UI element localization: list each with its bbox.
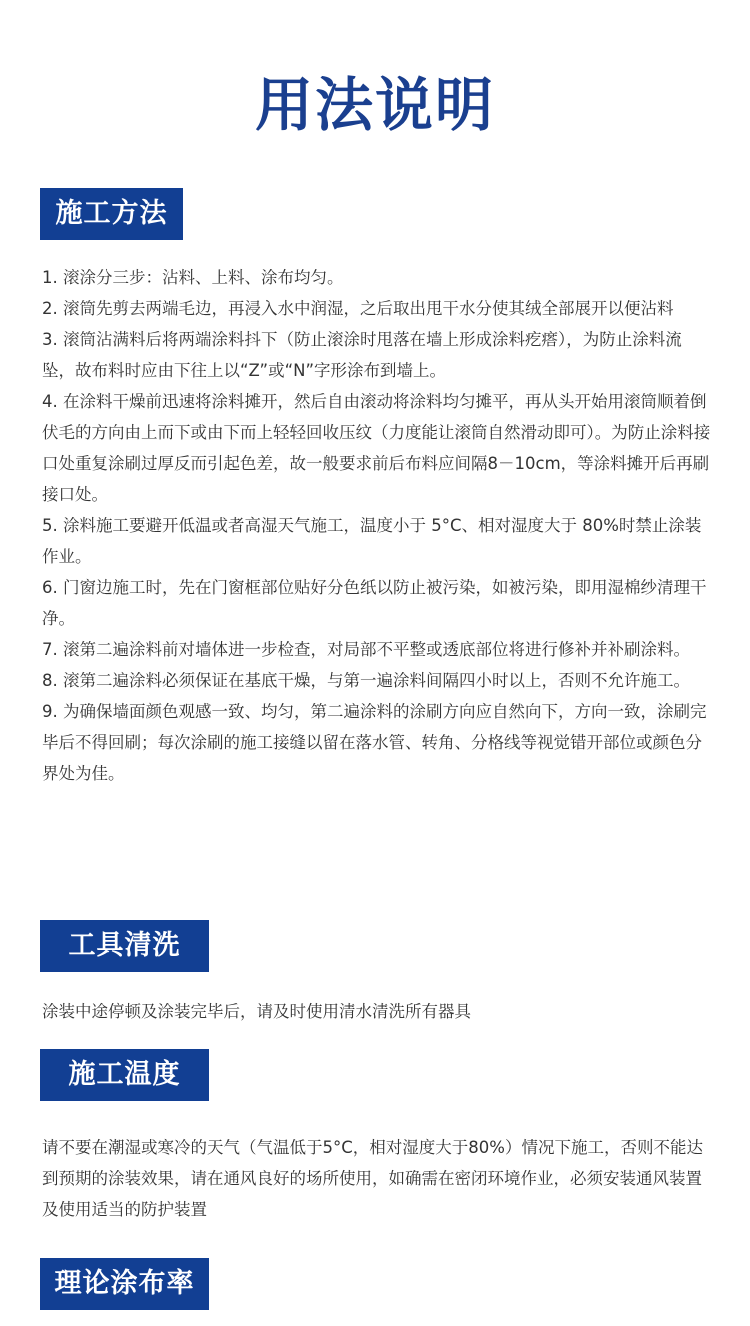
method-step-2: 2. 滚筒先剪去两端毛边，再浸入水中润湿，之后取出甩干水分使其绒全部展开以便沾料: [42, 299, 674, 318]
section-heading-temperature: 施工温度: [40, 1049, 209, 1101]
method-step-9: 9. 为确保墙面颜色观感一致、均匀，第二遍涂料的涂刷方向应自然向下，方向一致，涂刷完毕后不得回刷；每次涂刷的施工接缝以留在落水管、转角、分格线等视觉错开部位或颜色分界处为佳。: [42, 702, 707, 783]
page-title: 用法说明: [254, 71, 495, 139]
section-heading-coverage: 理论涂布率: [40, 1258, 209, 1310]
cleaning-text: 涂装中途停顿及涂装完毕后，请及时使用清水清洗所有器具: [42, 1002, 471, 1021]
method-steps-list: [42, 262, 712, 789]
method-step-7: 7. 滚第二遍涂料前对墙体进一步检查，对局部不平整或透底部位将进行修补并补刷涂料。: [42, 640, 690, 659]
method-step-6: 6. 门窗边施工时，先在门窗框部位贴好分色纸以防止被污染，如被污染，即用湿棉纱清理干净。: [42, 578, 707, 628]
method-step-4: 4. 在涂料干燥前迅速将涂料摊开，然后自由滚动将涂料均匀摊平，再从头开始用滚筒顺着倒伏毛的方向由上而下或由下而上轻轻回收压纹（力度能让滚筒自然滑动即可）。为防止涂料接口处重复涂刷过厚反而引起色差，故一般要求前后布料应间隔8－10cm，等涂料摊开后再刷接口处。: [42, 392, 711, 504]
method-step-1: 1. 滚涂分三步：沾料、上料、涂布均匀。: [42, 268, 344, 287]
method-step-3: 3. 滚筒沾满料后将两端涂料抖下（防止滚涂时甩落在墙上形成涂料疙瘩），为防止涂料流坠，故布料时应由下往上以“Z”或“N”字形涂布到墙上。: [42, 330, 682, 380]
temperature-text: 请不要在潮湿或寒冷的天气（气温低于5°C，相对湿度大于80%）情况下施工，否则不能达到预期的涂装效果，请在通风良好的场所使用，如确需在密闭环境作业，必须安装通风装置及使用适当的防护装置: [42, 1138, 703, 1219]
section-heading-method: 施工方法: [40, 188, 183, 240]
section-heading-cleaning: 工具清洗: [40, 920, 209, 972]
method-step-8: 8. 滚第二遍涂料必须保证在基底干燥，与第一遍涂料间隔四小时以上，否则不允许施工。: [42, 671, 690, 690]
method-step-5: 5. 涂料施工要避开低温或者高湿天气施工，温度小于 5°C、相对湿度大于 80%时禁止涂装作业。: [42, 516, 702, 566]
